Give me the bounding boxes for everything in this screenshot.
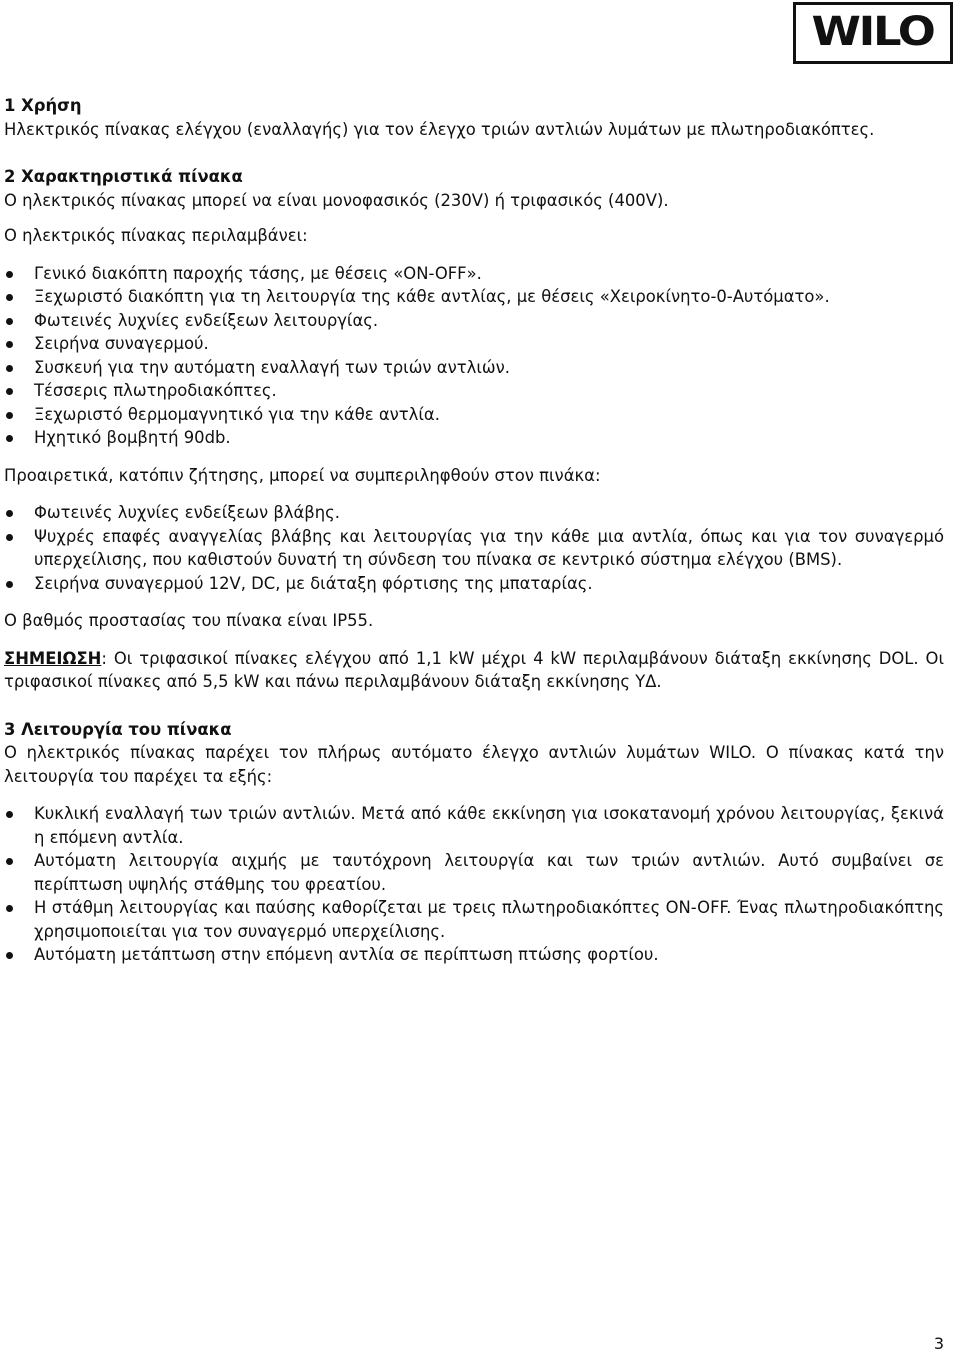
note-label: ΣΗΜΕΙΩΣΗ	[4, 648, 102, 668]
logo-text: WILO	[811, 9, 935, 56]
list-item: Ψυχρές επαφές αναγγελίας βλάβης και λειτουργίας για την κάθε μια αντλία, όπως και για τον συναγερμό υπερχείλισης, που καθιστούν δυνατή τη σύνδεση του πίνακα σε κεντρικό σύστημα ελέγχου (BMS).	[4, 525, 944, 572]
includes-list	[4, 262, 944, 450]
list-item: Φωτεινές λυχνίες ενδείξεων λειτουργίας.	[4, 309, 944, 333]
list-item: Κυκλική εναλλαγή των τριών αντλιών. Μετά από κάθε εκκίνηση για ισοκατανομή χρόνου λειτουργίας, ξεκινά η επόμενη αντλία.	[4, 802, 944, 849]
list-item: Αυτόματη λειτουργία αιχμής με ταυτόχρονη λειτουργία και των τριών αντλιών. Αυτό συμβαίνει σε περίπτωση υψηλής στάθμης του φρεατίου.	[4, 849, 944, 896]
optional-list	[4, 501, 944, 595]
list-item: Η στάθμη λειτουργίας και παύσης καθορίζεται με τρεις πλωτηροδιακόπτες ON-OFF. Ένας πλωτηροδιακόπτης χρησιμοποιείται για τον συναγερμό υπερχείλισης.	[4, 896, 944, 943]
list-item: Ξεχωριστό θερμομαγνητικό για την κάθε αντλία.	[4, 403, 944, 427]
section-characteristics	[4, 165, 944, 694]
operation-list	[4, 802, 944, 967]
note	[4, 647, 944, 694]
list-item: Ηχητικό βομβητή 90db.	[4, 426, 944, 450]
section-usage	[4, 94, 944, 141]
section-2-body: Ο ηλεκτρικός πίνακας μπορεί να είναι μονοφασικός (230V) ή τριφασικός (400V).	[4, 190, 669, 210]
section-3-body: Ο ηλεκτρικός πίνακας παρέχει τον πλήρως αυτόματο έλεγχο αντλιών λυμάτων WILO. Ο πίνακας κατά την λειτουργία του παρέχει τα εξής:	[4, 743, 944, 786]
section-operation	[4, 718, 944, 967]
list-item: Ξεχωριστό διακόπτη για τη λειτουργία της κάθε αντλίας, με θέσεις «Χειροκίνητο-0-Αυτόματο».	[4, 285, 944, 309]
list-item: Φωτεινές λυχνίες ενδείξεων βλάβης.	[4, 501, 944, 525]
section-1-heading: 1 Χρήση	[4, 96, 82, 115]
list-item: Γενικό διακόπτη παροχής τάσης, με θέσεις «ON-OFF».	[4, 262, 944, 286]
protection-rating: Ο βαθμός προστασίας του πίνακα είναι IP55.	[4, 611, 374, 630]
list-item: Συσκευή για την αυτόματη εναλλαγή των τριών αντλιών.	[4, 356, 944, 380]
section-3-heading: 3 Λειτουργία του πίνακα	[4, 719, 232, 739]
note-text: : Οι τριφασικοί πίνακες ελέγχου από 1,1 kW μέχρι 4 kW περιλαμβάνουν διάταξη εκκίνησης DOL. Οι τριφασικοί πίνακες από 5,5 kW και πάνω περιλαμβάνουν διάταξη εκκίνησης ΥΔ.	[4, 648, 945, 691]
list-item: Αυτόματη μετάπτωση στην επόμενη αντλία σε περίπτωση πτώσης φορτίου.	[4, 943, 944, 967]
list-item: Τέσσερις πλωτηροδιακόπτες.	[4, 379, 944, 403]
wilo-logo	[793, 2, 953, 64]
section-1-body: Ηλεκτρικός πίνακας ελέγχου (εναλλαγής) για τον έλεγχο τριών αντλιών λυμάτων με πλωτηροδιακόπτες.	[4, 119, 875, 139]
includes-intro: Ο ηλεκτρικός πίνακας περιλαμβάνει:	[4, 226, 308, 245]
list-item: Σειρήνα συναγερμού.	[4, 332, 944, 356]
page-number: 3	[933, 1334, 944, 1353]
optional-intro: Προαιρετικά, κατόπιν ζήτησης, μπορεί να συμπεριληφθούν στον πινάκα:	[4, 465, 601, 485]
document-body	[4, 94, 944, 967]
list-item: Σειρήνα συναγερμού 12V, DC, με διάταξη φόρτισης της μπαταρίας.	[4, 572, 944, 596]
section-2-heading: 2 Χαρακτηριστικά πίνακα	[4, 167, 243, 186]
